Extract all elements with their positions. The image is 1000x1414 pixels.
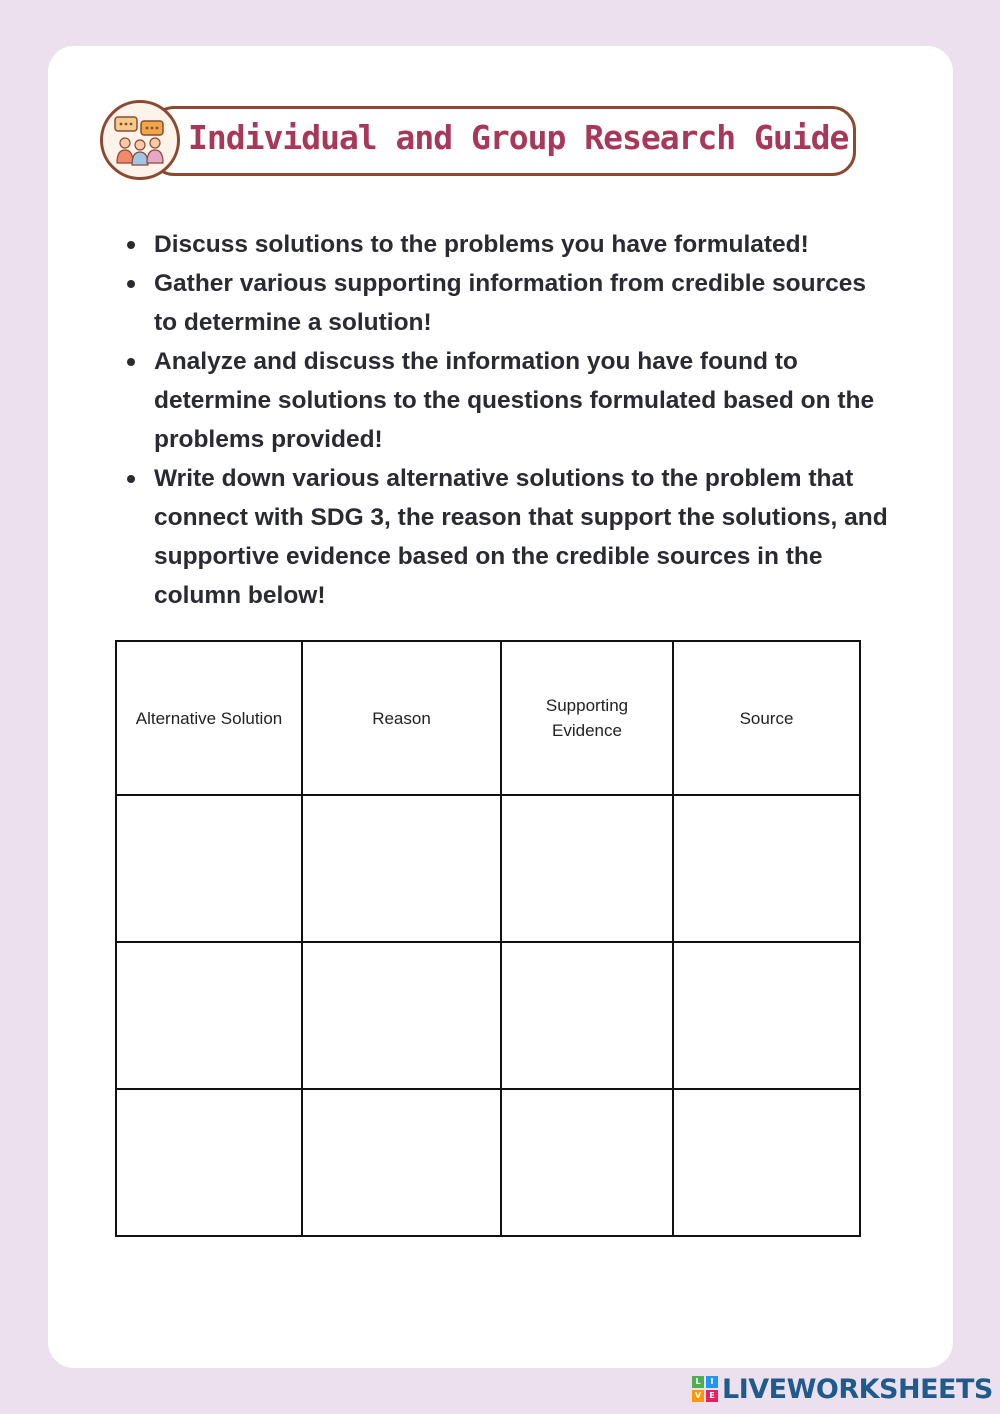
page-title: Individual and Group Research Guide — [188, 118, 849, 157]
table-row — [116, 942, 860, 1089]
table-cell[interactable] — [116, 795, 302, 942]
table-cell[interactable] — [116, 942, 302, 1089]
table-cell[interactable] — [302, 942, 501, 1089]
logo-badge-icon: L I V E — [692, 1376, 718, 1402]
table-cell[interactable] — [673, 795, 860, 942]
table-cell[interactable] — [501, 1089, 673, 1236]
instruction-item: Analyze and discuss the information you have found to determine solutions to the questions formulated based on the problems provided! — [154, 342, 894, 459]
header-alternative-solution: Alternative Solution — [116, 641, 302, 795]
table-cell[interactable] — [302, 1089, 501, 1236]
table-row — [116, 1089, 860, 1236]
table-header-row — [116, 641, 860, 795]
header-source: Source — [673, 641, 860, 795]
logo-text: LIVEWORKSHEETS — [722, 1373, 993, 1405]
table-cell[interactable] — [501, 795, 673, 942]
table-cell[interactable] — [501, 942, 673, 1089]
discussion-group-icon — [100, 100, 180, 180]
instruction-list — [154, 225, 894, 615]
table-cell[interactable] — [116, 1089, 302, 1236]
research-table — [115, 640, 861, 1237]
header-reason: Reason — [302, 641, 501, 795]
table-cell[interactable] — [302, 795, 501, 942]
instruction-item: Write down various alternative solutions to the problem that connect with SDG 3, the reason that support the solutions, and supportive evidence based on the credible sources in the column below! — [154, 459, 894, 615]
table-row — [116, 795, 860, 942]
instruction-item: Gather various supporting information from credible sources to determine a solution! — [154, 264, 894, 342]
instruction-item: Discuss solutions to the problems you have formulated! — [154, 225, 894, 264]
liveworksheets-logo[interactable] — [692, 1372, 993, 1406]
header-supporting-evidence: Supporting Evidence — [501, 641, 673, 795]
table-cell[interactable] — [673, 1089, 860, 1236]
table-cell[interactable] — [673, 942, 860, 1089]
